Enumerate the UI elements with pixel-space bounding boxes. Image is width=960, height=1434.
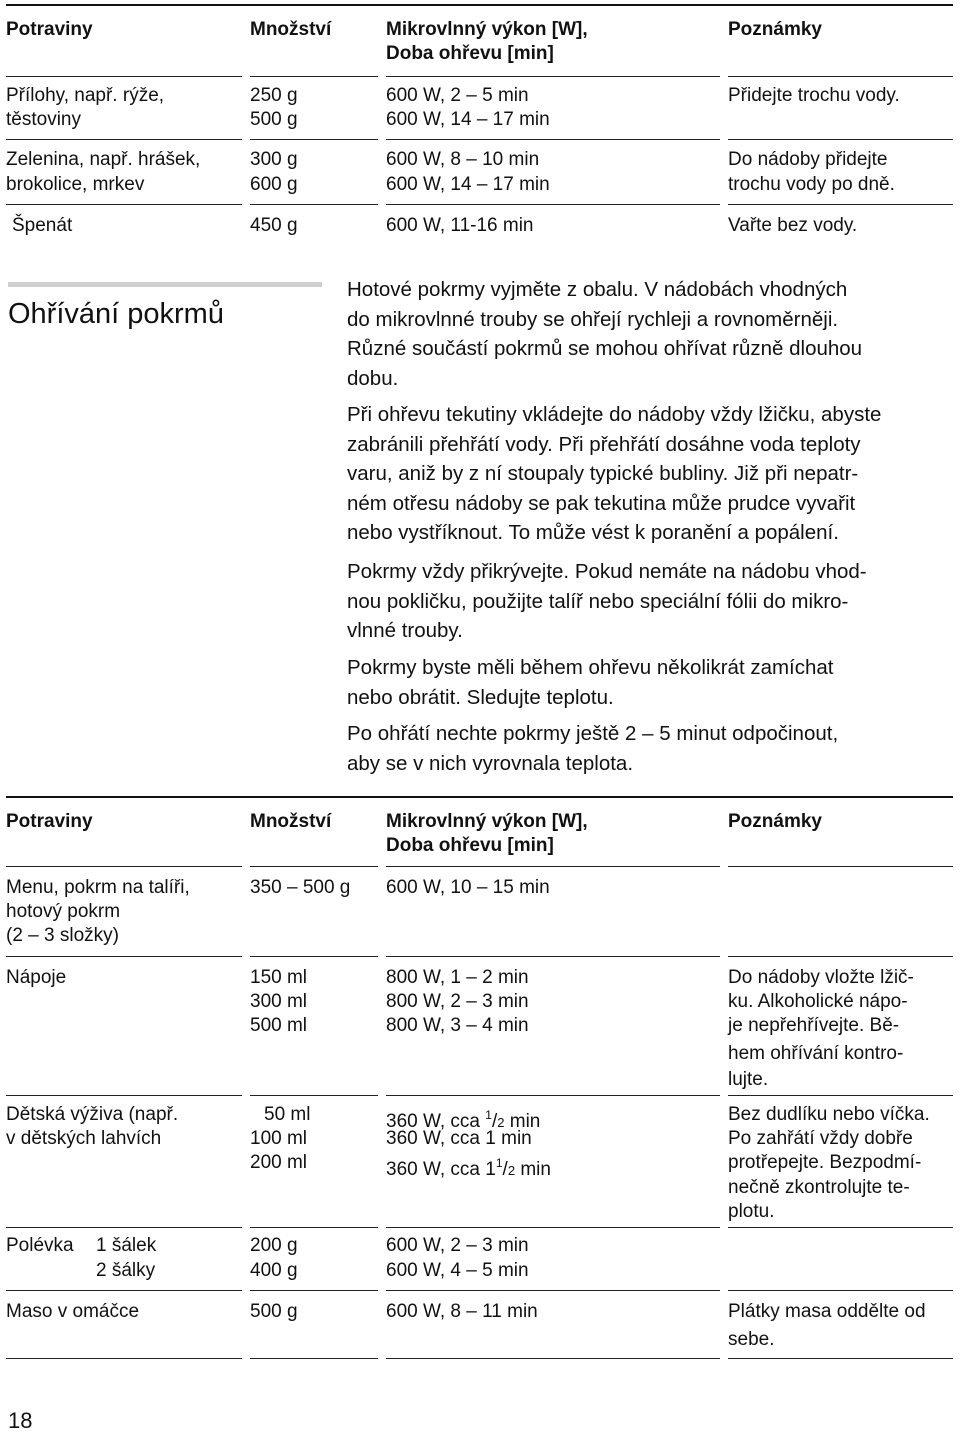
section-bar [8, 282, 322, 287]
table-cell: 600 W, 14 – 17 min [386, 109, 550, 130]
table-cell: Do nádoby přidejte [728, 149, 888, 170]
table-cell: 500 g [250, 1301, 298, 1322]
table-cell: 200 ml [250, 1152, 308, 1173]
table-cell: 500 ml [250, 1015, 308, 1036]
table-cell: je nepřehřívejte. Bě- [728, 1015, 900, 1036]
section-title: Ohřívání pokrmů [8, 298, 224, 330]
header-time: Doba ohřevu [min] [386, 43, 554, 64]
text-line: nou pokličku, použijte talíř nebo speciální fólii do mikro- [347, 589, 849, 613]
paragraph [347, 719, 957, 778]
table-cell: 360 W, cca 1 min [386, 1128, 532, 1149]
table-cell: Přidejte trochu vody. [728, 85, 900, 106]
table-top-rule [6, 4, 953, 6]
table-bottom-rule [6, 1358, 953, 1359]
table-cell: ku. Alkoholické nápo- [728, 991, 908, 1012]
header-food: Potraviny [6, 811, 93, 832]
table-cell: těstoviny [6, 109, 81, 130]
table-cell: protřepejte. Bezpodmí- [728, 1152, 922, 1173]
table-cell: 600 W, 11-16 min [386, 215, 534, 236]
table-cell: 500 g [250, 109, 298, 130]
text-line: ném otřesu nádoby se pak tekutina může prudce vyvařit [347, 491, 856, 515]
table-cell: 250 g [250, 85, 298, 106]
table-cell: Vařte bez vody. [728, 215, 858, 236]
table-cell: 800 W, 2 – 3 min [386, 991, 529, 1012]
table-cell: brokolice, mrkev [6, 174, 145, 195]
paragraph [347, 400, 957, 548]
text-line: varu, aniž by z ní stoupaly typické bubliny. Již při nepatr- [347, 462, 859, 485]
table-cell: Po zahřátí vždy dobře [728, 1128, 913, 1149]
table-cell: 360 W, cca $1^1/2$ min [386, 1156, 551, 1180]
table-cell: 600 g [250, 174, 298, 195]
row-rule [6, 139, 953, 140]
text-line: Po ohřátí nechte pokrmy ještě 2 – 5 minut odpočinout, [347, 722, 839, 745]
table-cell: Maso v omáčce [6, 1301, 140, 1322]
header-food: Potraviny [6, 19, 93, 40]
table-cell: Dětská výživa (např. [6, 1104, 179, 1125]
header-amount: Množství [250, 19, 332, 40]
table-cell: plotu. [728, 1201, 775, 1222]
row-rule [6, 1227, 953, 1228]
table-cell: lujte. [728, 1069, 769, 1090]
header-time: Doba ohřevu [min] [386, 835, 554, 856]
paragraph [347, 653, 957, 712]
table-cell: 350 – 500 g [250, 877, 351, 898]
table-cell: 600 W, 8 – 11 min [386, 1301, 538, 1322]
table-cell: 200 g [250, 1235, 298, 1256]
row-rule [6, 1095, 953, 1096]
table-cell: 600 W, 2 – 3 min [386, 1235, 529, 1256]
table-cell: Menu, pokrm na talíři, [6, 877, 190, 898]
table-cell: Bez dudlíku nebo víčka. [728, 1104, 930, 1125]
table-cell: nečně zkontrolujte te- [728, 1177, 910, 1198]
text-line: do mikrovlnné trouby se ohřejí rychleji a rovnoměrněji. [347, 307, 839, 331]
header-power: Mikrovlnný výkon [W], [386, 811, 588, 832]
row-rule [6, 1290, 953, 1291]
row-rule [6, 204, 953, 205]
table-cell: v dětských lahvích [6, 1128, 162, 1149]
text-line: Pokrmy vždy přikrývejte. Pokud nemáte na nádobu vhod- [347, 560, 867, 583]
table-cell: 360 W, cca $^1$/2 min [386, 1108, 541, 1132]
table-cell: 2 šálky [96, 1260, 156, 1281]
table-cell: Přílohy, např. rýže, [6, 85, 165, 106]
header-power: Mikrovlnný výkon [W], [386, 19, 588, 40]
table-cell: 800 W, 3 – 4 min [386, 1015, 529, 1036]
table-cell: Nápoje [6, 967, 67, 988]
text-line: Hotové pokrmy vyjměte z obalu. V nádobách vhodných [347, 278, 848, 301]
table-cell: 1 šálek [96, 1235, 157, 1256]
table-cell: 150 ml [250, 967, 308, 988]
text-line: nebo vystříknout. To může vést k poranění a popálení. [347, 521, 839, 544]
table-cell: 300 ml [250, 991, 308, 1012]
table-top-rule [6, 796, 953, 798]
table-cell: 600 W, 4 – 5 min [386, 1260, 529, 1281]
text-line: zabránili přehřátí vody. Při přehřátí dosáhne voda teploty [347, 432, 861, 456]
table-cell: hotový pokrm [6, 901, 121, 922]
row-rule [6, 956, 953, 957]
header-rule [6, 76, 953, 77]
page-number: 18 [8, 1408, 33, 1433]
table-cell: 800 W, 1 – 2 min [386, 967, 529, 988]
table-cell: Plátky masa oddělte od [728, 1301, 926, 1322]
table-cell: 600 W, 14 – 17 min [386, 174, 550, 195]
header-rule [6, 866, 953, 867]
text-line: Různé součástí pokrmů se mohou ohřívat různě dlouhou [347, 337, 863, 360]
table-cell: Špenát [12, 215, 73, 236]
table-cell: 50 ml [264, 1104, 311, 1125]
table-cell: 300 g [250, 149, 298, 170]
text-line: Při ohřevu tekutiny vkládejte do nádoby vždy lžičku, abyste [347, 403, 882, 426]
table-cell: 400 g [250, 1260, 298, 1281]
table-cell: (2 – 3 složky) [6, 925, 119, 946]
table-cell: 450 g [250, 215, 298, 236]
header-notes: Poznámky [728, 19, 822, 40]
text-line: vlnné trouby. [347, 619, 463, 642]
text-line: aby se v nich vyrovnala teplota. [347, 751, 634, 775]
header-amount: Množství [250, 811, 332, 832]
paragraph [347, 275, 957, 393]
text-line: Pokrmy byste měli během ohřevu několikrát zamíchat [347, 656, 834, 679]
table-cell: sebe. [728, 1329, 775, 1350]
table-cell: 600 W, 2 – 5 min [386, 85, 529, 106]
header-notes: Poznámky [728, 811, 822, 832]
paragraph [347, 557, 957, 646]
table-cell: Do nádoby vložte lžič- [728, 967, 914, 988]
text-line: dobu. [347, 366, 399, 390]
table-cell: 600 W, 10 – 15 min [386, 877, 550, 898]
table-cell: Zelenina, např. hrášek, [6, 149, 201, 170]
table-cell: trochu vody po dně. [728, 174, 895, 195]
table-cell: 100 ml [250, 1128, 308, 1149]
table-cell: Polévka [6, 1235, 74, 1256]
table-cell: hem ohřívání kontro- [728, 1043, 904, 1064]
text-line: nebo obrátit. Sledujte teplotu. [347, 685, 614, 709]
table-cell: 600 W, 8 – 10 min [386, 149, 540, 170]
